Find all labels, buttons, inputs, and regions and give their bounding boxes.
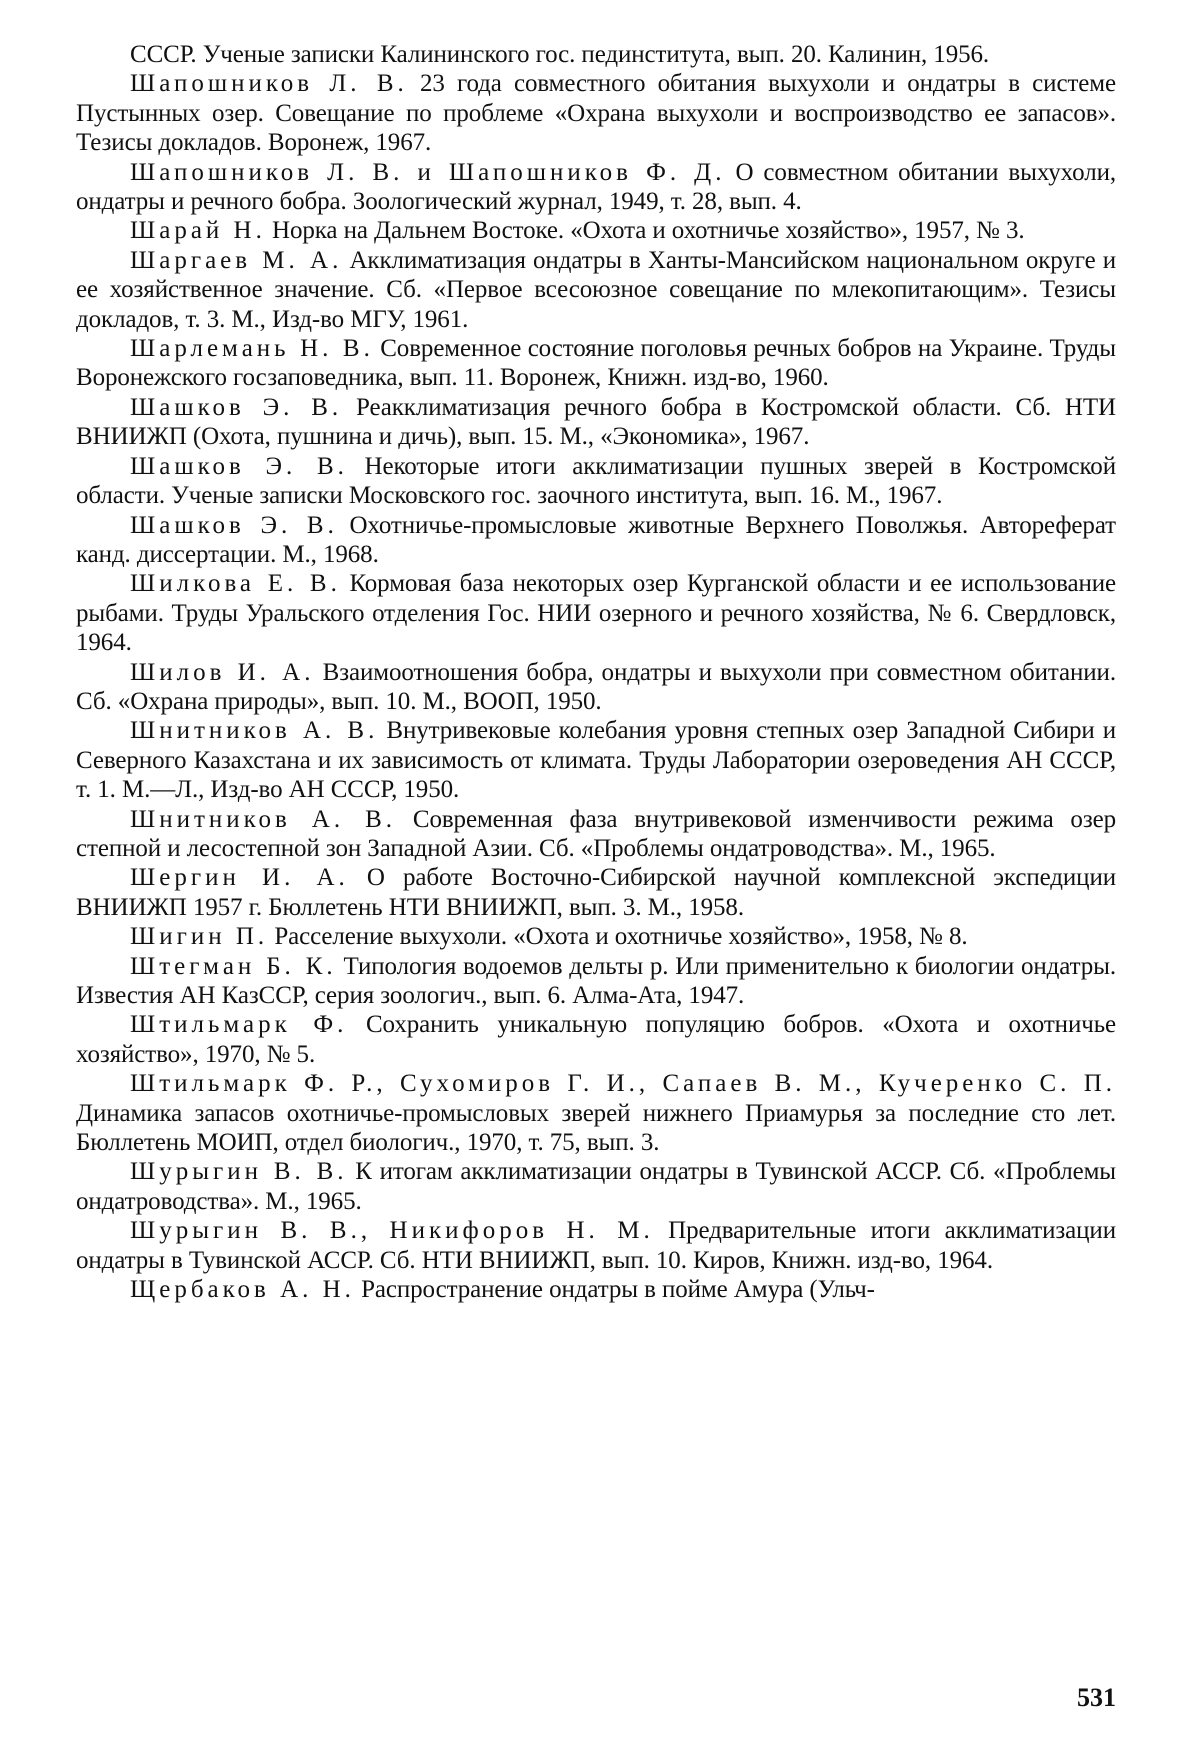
- bibliography-entry: [76, 246, 1116, 334]
- bibliography-entry: [76, 69, 1116, 157]
- bibliography-entry: [76, 952, 1116, 1011]
- entry-author: Шашков Э. В.: [130, 512, 338, 539]
- entry-author: Шнитников А. В.: [130, 806, 396, 833]
- entry-text: Норка на Дальнем Востоке. «Охота и охотничье хозяйство», 1957, № 3.: [272, 217, 1024, 244]
- bibliography-entry: [76, 511, 1116, 570]
- bibliography-entry: [76, 805, 1116, 864]
- entry-text: Сохранить уникальную популяцию бобров. «Охота и охотничье хозяйство», 1970, № 5.: [76, 1011, 1116, 1067]
- bibliography-entry: [76, 922, 1116, 951]
- entry-author: Шнитников А. В.: [130, 717, 378, 744]
- bibliography-entry: [76, 334, 1116, 393]
- bibliography-entry: [76, 452, 1116, 511]
- entry-author: Щербаков А. Н.: [130, 1276, 355, 1303]
- entry-author: Шаргаев М. А.: [130, 247, 342, 274]
- entry-text: 23 года совместного обитания выхухоли и ондатры в системе Пустынных озер. Совещание по проблеме «Охрана выхухоли и воспроизводство ее запасов». Тезисы докладов. Воронеж, 1967.: [76, 70, 1116, 156]
- entry-text: Динамика запасов охотничье-промысловых зверей нижнего Приамурья за последние сто лет. Бюллетень МОИП, отдел биологич., 1970, т. 75, вып. 3.: [76, 1100, 1116, 1156]
- entry-author: Шапошников Л. В. и Шапошников Ф. Д.: [130, 159, 725, 186]
- bibliography-entry: [76, 716, 1116, 804]
- entry-text: О работе Восточно-Сибирской научной комплексной экспедиции ВНИИЖП 1957 г. Бюллетень НТИ ВНИИЖП, вып. 3. М., 1958.: [76, 864, 1116, 920]
- entry-author: Шурыгин В. В., Никифоров Н. М.: [130, 1217, 654, 1244]
- entry-author: Шапошников Л. В.: [130, 70, 408, 97]
- bibliography-page: [76, 40, 1116, 1304]
- bibliography-entry: [76, 658, 1116, 717]
- bibliography-entry: [76, 1157, 1116, 1216]
- entry-text: Распространение ондатры в пойме Амура (Ульч-: [361, 1276, 875, 1303]
- entry-text: Современное состояние поголовья речных бобров на Украине. Труды Воронежского госзаповедника, вып. 11. Воронеж, Книжн. изд-во, 1960.: [76, 335, 1116, 391]
- entry-text: Предварительные итоги акклиматизации ондатры в Тувинской АССР. Сб. НТИ ВНИИЖП, вып. 10. Киров, Книжн. изд-во, 1964.: [76, 1217, 1116, 1273]
- bibliography-entry: [76, 40, 1116, 69]
- entry-author: Шарлемань Н. В.: [130, 335, 374, 362]
- entry-text: Кормовая база некоторых озер Курганской области и ее использование рыбами. Труды Уральского отделения Гос. НИИ озерного и речного хозяйства, № 6. Свердловск, 1964.: [76, 570, 1116, 656]
- entry-author: Шашков Э. В.: [130, 394, 342, 421]
- entry-author: Штильмарк Ф. Р., Сухомиров Г. И., Сапаев В. М., Кучеренко С. П.: [130, 1070, 1116, 1097]
- bibliography-entry: [76, 1010, 1116, 1069]
- entry-author: Шарай Н.: [130, 217, 266, 244]
- bibliography-entry: [76, 569, 1116, 657]
- entry-author: Штильмарк Ф.: [130, 1011, 347, 1038]
- page-number: 531: [1077, 1683, 1116, 1713]
- entry-text: Типология водоемов дельты р. Или применительно к биологии ондатры. Известия АН КазССР, серия зоологич., вып. 6. Алма-Ата, 1947.: [76, 953, 1116, 1009]
- entry-author: Шигин П.: [130, 923, 268, 950]
- entry-author: Шашков Э. В.: [130, 453, 348, 480]
- bibliography-entry: [76, 1275, 1116, 1304]
- entry-text: Взаимоотношения бобра, ондатры и выхухоли при совместном обитании. Сб. «Охрана природы», вып. 10. М., ВООП, 1950.: [76, 659, 1116, 715]
- entry-text: Современная фаза внутривековой изменчивости режима озер степной и лесостепной зон Западной Азии. Сб. «Проблемы ондатроводства». М., 1965.: [76, 806, 1116, 862]
- entry-author: Шурыгин В. В.: [130, 1158, 348, 1185]
- entry-author: Шилкова Е. В.: [130, 570, 341, 597]
- entry-text: Охотничье-промысловые животные Верхнего Поволжья. Автореферат канд. диссертации. М., 1968.: [76, 512, 1116, 568]
- entry-text: Внутривековые колебания уровня степных озер Западной Сибири и Северного Казахстана и их зависимость от климата. Труды Лаборатории озероведения АН СССР, т. 1. М.—Л., Изд-во АН СССР, 1950.: [76, 717, 1116, 803]
- entry-text: СССР. Ученые записки Калининского гос. пединститута, вып. 20. Калинин, 1956.: [130, 41, 989, 68]
- entry-text: К итогам акклиматизации ондатры в Тувинской АССР. Сб. «Проблемы ондатроводства». М., 1965.: [76, 1158, 1116, 1214]
- entry-author: Шилов И. А.: [130, 659, 314, 686]
- entry-text: Некоторые итоги акклиматизации пушных зверей в Костромской области. Ученые записки Московского гос. заочного института, вып. 16. М., 1967.: [76, 453, 1116, 509]
- entry-author: Шергин И. А.: [130, 864, 349, 891]
- bibliography-entry: [76, 863, 1116, 922]
- bibliography-entry: [76, 158, 1116, 217]
- bibliography-entry: [76, 1216, 1116, 1275]
- entry-text: Реакклиматизация речного бобра в Костромской области. Сб. НТИ ВНИИЖП (Охота, пушнина и дичь), вып. 15. М., «Экономика», 1967.: [76, 394, 1116, 450]
- entry-text: О совместном обитании выхухоли, ондатры и речного бобра. Зоологический журнал, 1949, т. 28, вып. 4.: [76, 159, 1116, 215]
- bibliography-list: [76, 40, 1116, 1304]
- bibliography-entry: [76, 1069, 1116, 1157]
- bibliography-entry: [76, 216, 1116, 245]
- entry-text: Акклиматизация ондатры в Ханты-Мансийском национальном округе и ее хозяйственное значение. Сб. «Первое всесоюзное совещание по млекопитающим». Тезисы докладов, т. 3. М., Изд-во МГУ, 1961.: [76, 247, 1116, 333]
- bibliography-entry: [76, 393, 1116, 452]
- entry-text: Расселение выхухоли. «Охота и охотничье хозяйство», 1958, № 8.: [274, 923, 967, 950]
- entry-author: Штегман Б. К.: [130, 953, 337, 980]
